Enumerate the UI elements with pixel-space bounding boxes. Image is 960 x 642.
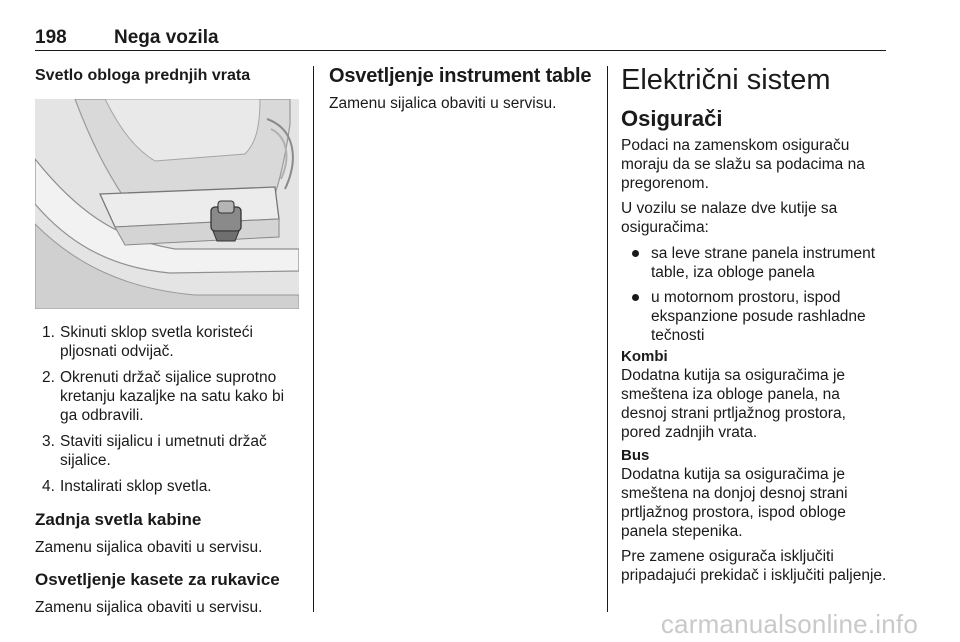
column-divider-right (607, 66, 608, 612)
watermark: carmanualsonline.info (660, 609, 918, 639)
column-left (35, 64, 299, 617)
column-right (621, 64, 887, 585)
list-item: 1. Skinuti sklop svetla koristeći pljosnati odvijač. (42, 324, 253, 360)
bullet-icon (632, 294, 639, 301)
column-middle (329, 64, 595, 113)
list-item: u motornom prostoru, ispod ekspanzione posude rashladne tečnosti (621, 288, 887, 345)
closing-text: Pre zamene osigurača isključiti pripadajući prekidač i isključiti paljenje. (621, 548, 887, 584)
kombi-text: Dodatna kutija sa osiguračima je smeštena iza obloge panela, na desnoj strani prtljažnog prostora, pored zadnjih vrata. (621, 367, 846, 441)
glovebox-text: Zamenu sijalica obaviti u servisu. (35, 599, 263, 616)
fuse-boxes-intro: U vozilu se nalaze dve kutije sa osiguračima: (621, 200, 838, 236)
cabin-lights-text: Zamenu sijalica obaviti u servisu. (35, 539, 263, 556)
list-item: 4. Instalirati sklop svetla. (42, 478, 212, 495)
door-illustration-svg (35, 99, 299, 309)
section-title-cabin-lights: Zadnja svetla kabine (35, 510, 202, 529)
list-item: 3. Staviti sijalicu i umetnuti držač sijalice. (42, 433, 267, 469)
page-number: 198 (35, 27, 67, 48)
section-title-door-light: Svetlo obloga prednjih vrata (35, 67, 251, 84)
list-item: sa leve strane panela instrument table, iza obloge panela (621, 244, 887, 282)
door-trim-light-illustration (35, 99, 299, 309)
chapter-title: Nega vozila (114, 27, 219, 48)
page-header (35, 26, 886, 51)
section-title-instrument-panel: Osvetljenje instrument table (329, 65, 592, 87)
step-list (35, 323, 299, 496)
chapter-heading-electrical: Električni sistem (621, 64, 831, 96)
bus-text: Dodatna kutija sa osiguračima je smeštena na donjoj desnoj strani prtljažnog prostora, ispod obloge panela stepenika. (621, 466, 848, 540)
subheading-bus: Bus (621, 447, 650, 464)
fuse-box-list (621, 244, 887, 345)
list-item: 2. Okrenuti držač sijalice suprotno kretanju kazaljke na satu kako bi ga odbravili. (42, 369, 285, 424)
instrument-panel-text: Zamenu sijalica obaviti u servisu. (329, 95, 557, 112)
bullet-icon (632, 250, 639, 257)
subheading-kombi: Kombi (621, 348, 668, 365)
column-divider-left (313, 66, 314, 612)
section-title-fuses: Osigurači (621, 106, 723, 131)
fuses-intro: Podaci na zamenskom osiguraču moraju da se slažu sa podacima na pregorenom. (621, 137, 865, 192)
section-title-glovebox: Osvetljenje kasete za rukavice (35, 570, 280, 589)
